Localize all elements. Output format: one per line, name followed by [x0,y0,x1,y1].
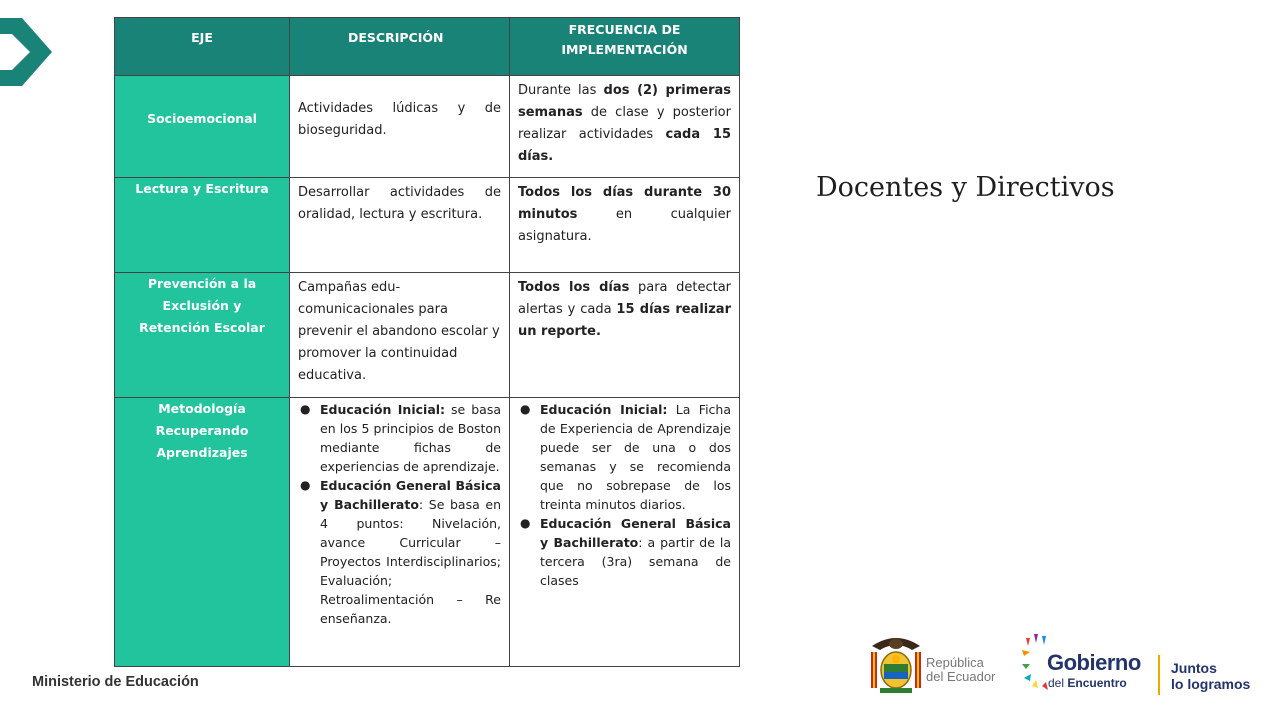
axis-label-cell: Socioemocional [115,76,290,178]
list-item: ● Educación Inicial: La Ficha de Experiencia de Aprendizaje puede ser de una o dos semanas y se recomienda que no sobrepase de los treinta minutos diarios. [520,402,732,512]
bullet-icon: ● [300,478,311,492]
list-item: ● Educación General Básica y Bachillerato: a partir de la tercera (3ra) semana de clases [520,516,731,588]
frequency-cell: Todos los días para detectar alertas y cada 15 días realizar un reporte. [510,273,740,398]
bullet-icon: ● [520,516,531,530]
axis-label-cell: Prevención a la Exclusión y Retención Escolar [115,273,290,398]
frequency-cell [510,398,740,667]
header-frecuencia: FRECUENCIA DE IMPLEMENTACIÓN [510,18,740,76]
list-item: ● Educación Inicial: se basa en los 5 principios de Boston mediante fichas de experiencias de aprendizaje. [300,402,501,474]
chevron-logo-icon [0,18,52,86]
description-cell [290,398,510,667]
implementation-table [114,17,740,667]
republica-del-ecuador-label: República del Ecuador [926,655,996,684]
gobierno-sunburst-icon [1022,634,1050,692]
description-cell: Actividades lúdicas y de bioseguridad. [290,76,510,178]
axis-label-cell: Lectura y Escritura [115,178,290,273]
del-encuentro-label: del Encuentro [1048,676,1127,690]
table-row [115,76,740,178]
ministry-label: Ministerio de Educación [32,674,199,690]
header-descripcion: DESCRIPCIÓN [290,18,510,76]
table-row [115,273,740,398]
bullet-icon: ● [520,402,531,416]
juntos-lo-logramos-label: Juntos lo logramos [1171,660,1251,692]
frequency-cell: Durante las dos (2) primeras semanas de clase y posterior realizar actividades cada 15 días. [510,76,740,178]
frequency-bullet-list [518,400,731,590]
axis-label-cell: Metodología Recuperando Aprendizajes [115,398,290,667]
header-eje: EJE [115,18,290,76]
frequency-cell: Todos los días durante 30 minutos en cualquier asignatura. [510,178,740,273]
bullet-icon: ● [300,402,311,416]
description-cell: Campañas edu-comunicacionales para prevenir el abandono escolar y promover la continuidad educativa. [290,273,510,398]
footer-divider [1158,655,1160,695]
side-title: Docentes y Directivos [816,172,1115,203]
table-row [115,398,740,667]
table-header-row [115,18,740,76]
table-row [115,178,740,273]
gobierno-label: Gobierno [1047,650,1141,675]
description-cell: Desarrollar actividades de oralidad, lectura y escritura. [290,178,510,273]
list-item: ● Educación General Básica y Bachillerato: Se basa en 4 puntos: Nivelación, avance Curricular – Proyectos Interdisciplinarios; Evaluación; Retroalimentación – Re enseñanza. [300,478,502,626]
ecuador-coat-of-arms-icon [866,632,926,696]
description-bullet-list [298,400,501,628]
